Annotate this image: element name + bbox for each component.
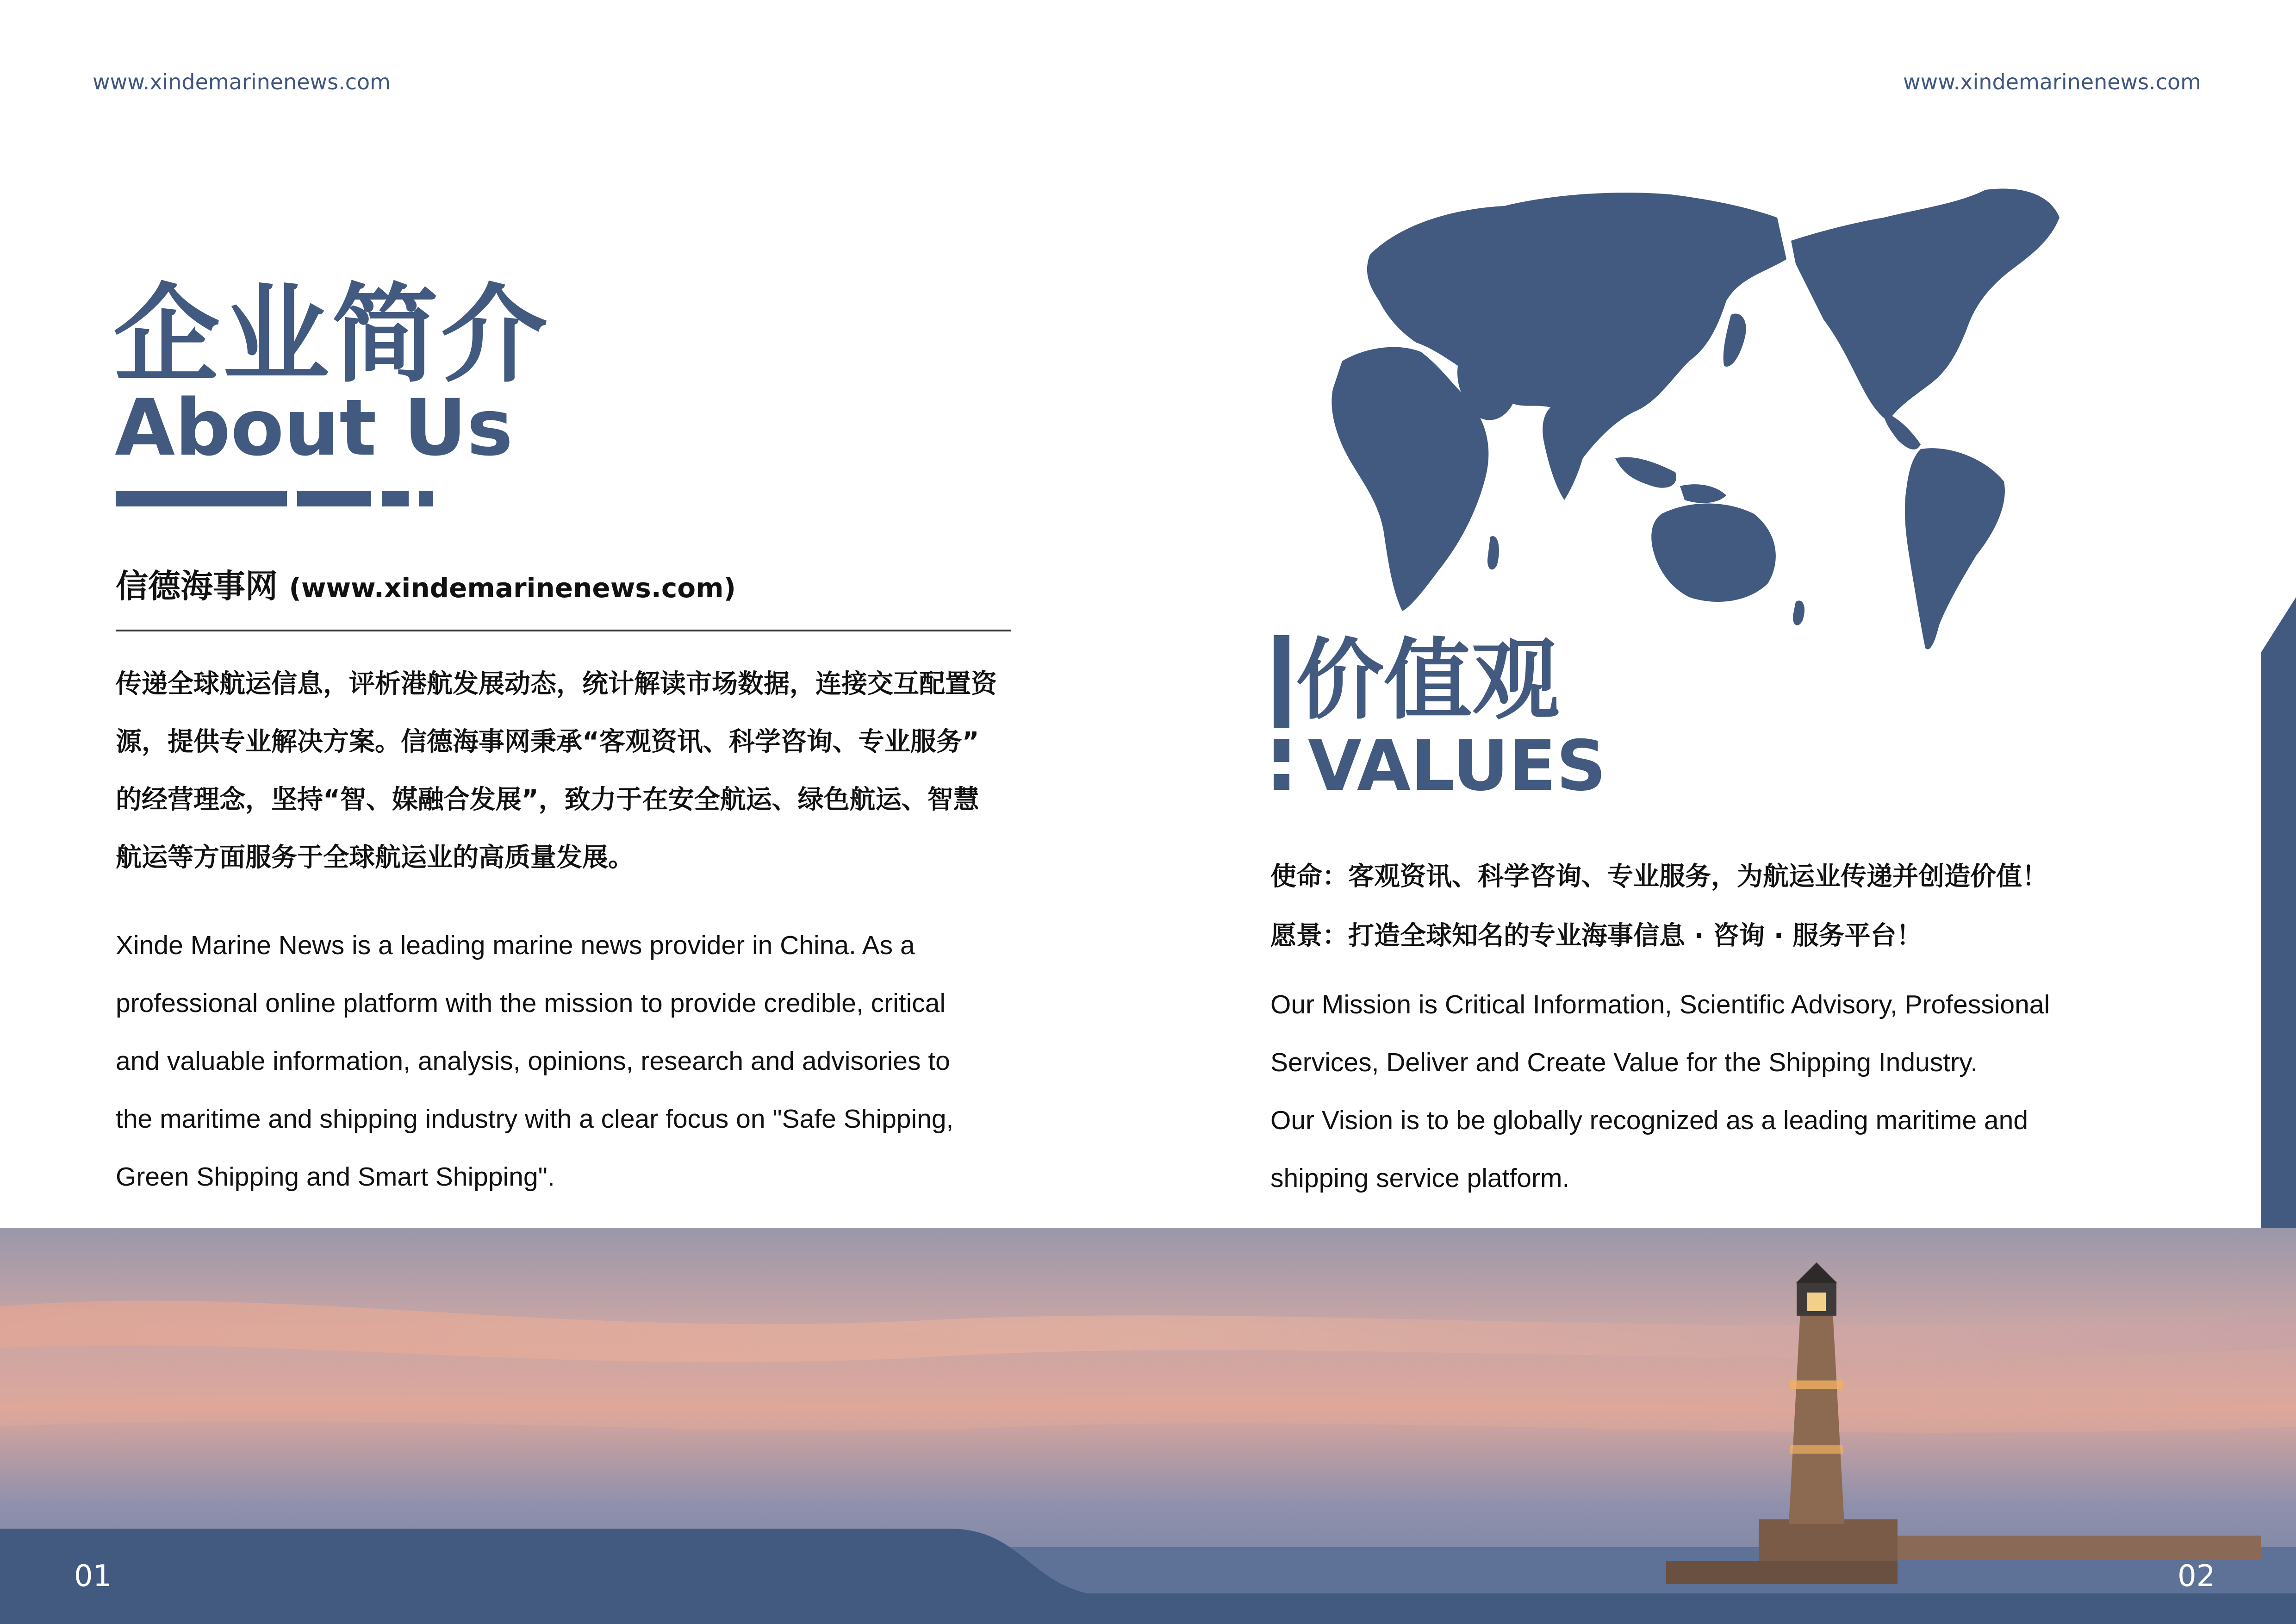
values-marker-block [1274, 739, 1289, 762]
title-underline-segment [116, 491, 287, 506]
text-line: Our Mission is Critical Information, Scientific Advisory, Professional [1270, 990, 2050, 1019]
text-line: 传递全球航运信息，评析港航发展动态，统计解读市场数据，连接交互配置资 [116, 669, 997, 699]
values-marker-dot [1274, 774, 1289, 790]
text-line: Green Shipping and Smart Shipping". [116, 1162, 555, 1192]
divider-rule [116, 630, 1011, 631]
world-map-icon [1263, 162, 2194, 690]
vision-cn: 愿景：打造全球知名的专业海事信息 · 咨询 · 服务平台！ [1270, 921, 1923, 951]
text-line: the maritime and shipping industry with a clear focus on "Safe Shipping, [116, 1104, 954, 1134]
org-name: 信德海事网 [116, 567, 278, 605]
values-marker-bar [1274, 635, 1289, 728]
org-site: (www.xindemarinenews.com) [289, 572, 736, 604]
text-line: Our Vision is to be globally recognized as a leading maritime and [1270, 1106, 2028, 1135]
org-name-line [116, 560, 736, 607]
title-underline-segment [297, 491, 371, 506]
text-line: 源，提供专业解决方案。信德海事网秉承“客观资讯、科学咨询、专业服务” [116, 727, 979, 757]
values-title-en: VALUES [1308, 726, 1606, 806]
about-title-cn: 企业简介 [113, 274, 551, 397]
values-title-cn: 价值观 [1296, 629, 1560, 731]
page-number-right: 02 [2178, 1559, 2215, 1593]
header-url-right[interactable]: www.xindemarinenews.com [1903, 69, 2201, 94]
text-line: professional online platform with the mission to provide credible, critical [116, 988, 946, 1018]
text-line: and valuable information, analysis, opinions, research and advisories to [116, 1046, 950, 1076]
about-title-en: About Us [115, 382, 513, 473]
text-line: shipping service platform. [1270, 1163, 1570, 1193]
mission-vision-cn [1270, 847, 2196, 966]
lighthouse-sunset-photo [0, 1228, 2296, 1624]
text-line: Services, Deliver and Create Value for the Shipping Industry. [1270, 1048, 1978, 1077]
mission-cn: 使命：客观资讯、科学咨询、专业服务，为航运业传递并创造价值！ [1270, 862, 2048, 892]
text-line: 的经营理念，坚持“智、媒融合发展”，致力于在安全航运、绿色航运、智慧 [116, 785, 979, 815]
title-underline-segment [382, 491, 409, 506]
mission-vision-en [1270, 976, 2196, 1207]
about-description-cn [116, 655, 1023, 887]
title-underline-segment [419, 491, 433, 506]
text-line: 航运等方面服务于全球航运业的高质量发展。 [116, 843, 634, 873]
about-description-en [116, 917, 1041, 1206]
text-line: Xinde Marine News is a leading marine news provider in China. As a [116, 931, 915, 960]
page-number-left: 01 [74, 1559, 112, 1593]
header-url-left[interactable]: www.xindemarinenews.com [93, 69, 391, 94]
